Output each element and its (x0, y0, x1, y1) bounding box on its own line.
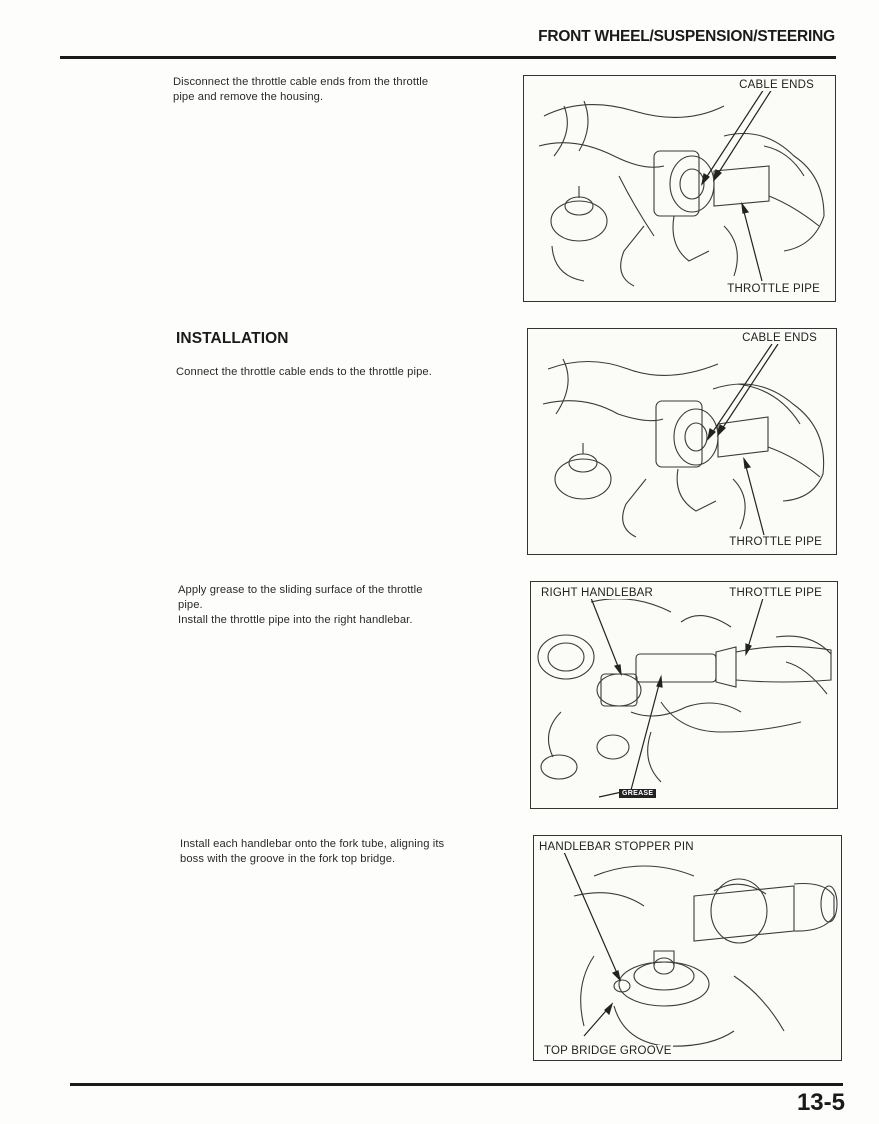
text-line: pipe and remove the housing. (173, 91, 324, 103)
header-rule (60, 56, 836, 59)
figure-3-illustration (531, 582, 838, 809)
figure-2-illustration (528, 329, 837, 555)
label-cable-ends: CABLE ENDS (742, 332, 817, 344)
label-throttle-pipe: THROTTLE PIPE (727, 283, 820, 295)
figure-4-illustration (534, 836, 842, 1061)
step-2-text (176, 365, 516, 380)
label-handlebar-stopper-pin: HANDLEBAR STOPPER PIN (539, 841, 694, 853)
grease-badge: GREASE (619, 789, 656, 798)
footer-rule (70, 1083, 843, 1086)
text-line: boss with the groove in the fork top bridge. (180, 853, 396, 865)
label-throttle-pipe: THROTTLE PIPE (729, 587, 822, 599)
text-line: Install each handlebar onto the fork tube, aligning its (180, 838, 445, 850)
step-1-text (173, 75, 513, 105)
page-number: 13-5 (796, 1089, 845, 1116)
figure-1-illustration (524, 76, 836, 302)
figure-1-throttle-housing-removal (523, 75, 836, 302)
label-right-handlebar: RIGHT HANDLEBAR (541, 587, 654, 599)
figure-4-handlebar-alignment (533, 835, 842, 1061)
label-top-bridge-groove: TOP BRIDGE GROOVE (544, 1045, 672, 1057)
text-line: Connect the throttle cable ends to the throttle pipe. (176, 366, 432, 378)
text-line: Disconnect the throttle cable ends from the throttle (173, 76, 429, 88)
step-4-text (180, 837, 520, 867)
label-cable-ends: CABLE ENDS (739, 79, 814, 91)
text-line: Apply grease to the sliding surface of the throttle (178, 584, 423, 596)
step-3-text (178, 583, 518, 628)
figure-3-throttle-pipe-installation (530, 581, 838, 809)
label-throttle-pipe: THROTTLE PIPE (729, 536, 822, 548)
header-title: FRONT WHEEL/SUSPENSION/STEERING (538, 28, 835, 45)
text-line: pipe. (178, 599, 203, 611)
section-heading-installation: INSTALLATION (176, 330, 289, 347)
text-line: Install the throttle pipe into the right handlebar. (178, 614, 413, 626)
figure-2-cable-connection (527, 328, 837, 555)
